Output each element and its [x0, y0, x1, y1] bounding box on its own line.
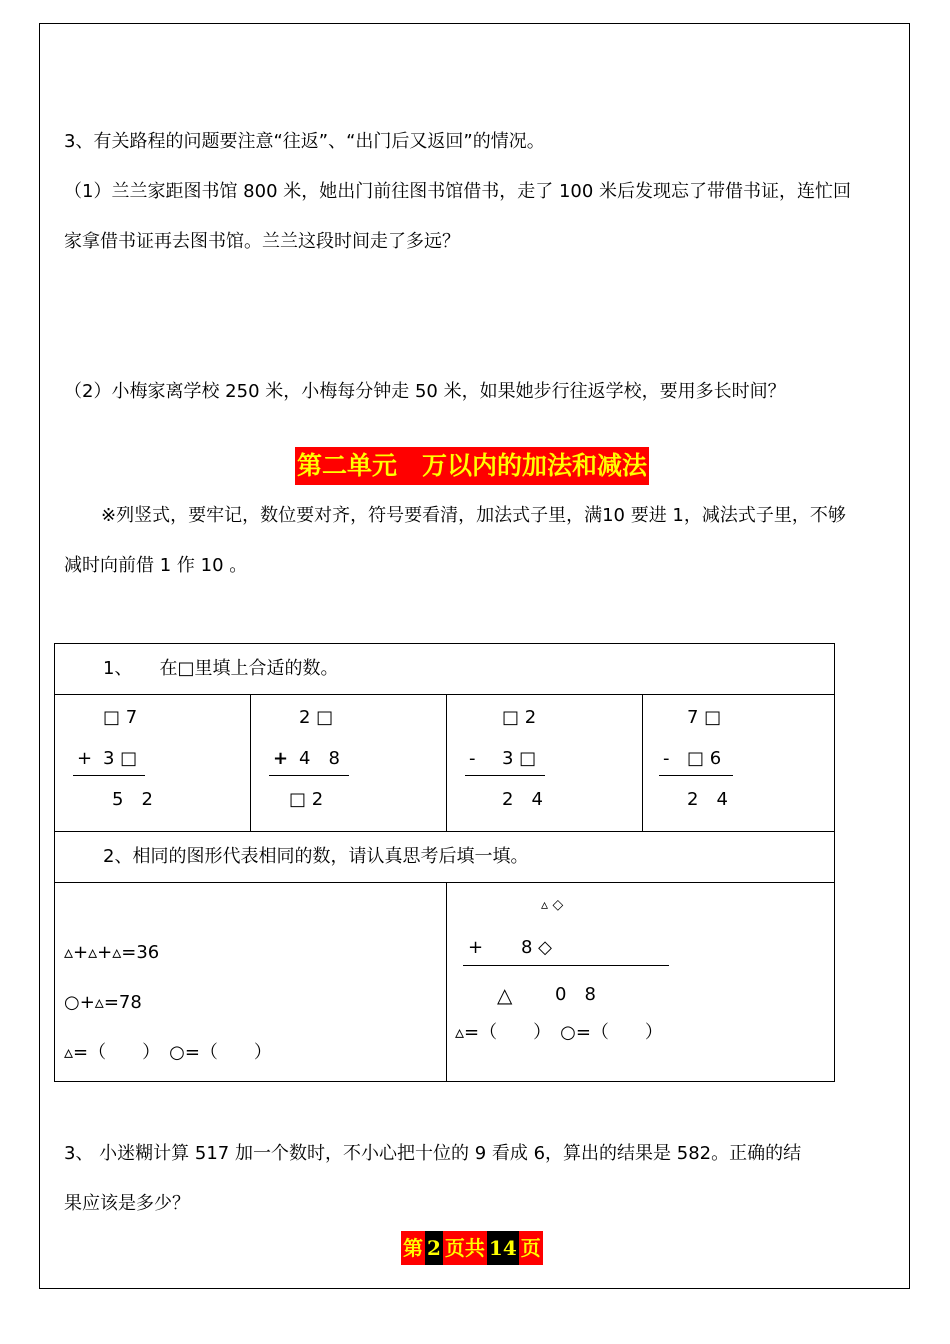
right-answer-blanks: ▵=（ ） ○=（ ） [455, 1022, 663, 1043]
page-footer [401, 1231, 543, 1265]
vertical-rule [463, 965, 669, 966]
tip-line2: 减时向前借 1 作 10 。 [64, 555, 248, 576]
q2-title: 2、相同的图形代表相同的数，请认真思考后填一填。 [103, 846, 529, 867]
problem-a-operator: + [77, 748, 93, 769]
section3-heading: 3、有关路程的问题要注意“往返”、“出门后又返回”的情况。 [64, 131, 545, 152]
q1-title-cell [55, 644, 835, 695]
vertical-operator: + [468, 937, 484, 958]
question-3-line1: 3、 小迷糊计算 517 加一个数时，不小心把十位的 9 看成 6，算出的结果是 582。正确的结 [64, 1143, 802, 1164]
problem-c [447, 695, 643, 832]
triangle-icon: △ [497, 983, 513, 1007]
shape-equations-left [55, 883, 447, 1082]
footer-page-number: 2 [425, 1231, 443, 1265]
equation-triangles: ▵+▵+▵=36 [64, 942, 160, 963]
shape-vertical-right [447, 883, 835, 1082]
equation-circle-triangle: ○+▵=78 [64, 992, 142, 1013]
question-2: （2）小梅家离学校 250 米，小梅每分钟走 50 米，如果她步行往返学校，要用多长时间？ [64, 381, 786, 402]
problem-d [643, 695, 835, 832]
problem-b [251, 695, 447, 832]
problem-b-row1: 2 □ [299, 707, 334, 728]
problem-b-row2: 4 8 [299, 748, 340, 769]
question-1-line1: （1）兰兰家距图书馆 800 米，她出门前往图书馆借书，走了 100 米后发现忘了带借书证，连忙回 [64, 181, 852, 202]
problem-c-rule [465, 775, 545, 776]
problem-c-operator: - [469, 748, 476, 769]
problem-c-row2: 3 □ [502, 748, 537, 769]
footer-ye-gong: 页共 [443, 1231, 487, 1265]
problem-a [55, 695, 251, 832]
vertical-second-row: 8 ◇ [521, 937, 553, 958]
footer-ye: 页 [519, 1231, 543, 1265]
problem-d-rule [659, 775, 733, 776]
q2-title-cell [55, 832, 835, 883]
tip-line1: ※列竖式，要牢记，数位要对齐，符号要看清，加法式子里，满10 要进 1，减法式子里，不够 [101, 505, 846, 526]
problem-d-operator: - [663, 748, 670, 769]
exercise-table [54, 643, 835, 1082]
problem-b-answer: □ 2 [289, 789, 324, 810]
problem-c-answer: 2 4 [502, 789, 543, 810]
footer-di: 第 [401, 1231, 425, 1265]
problem-a-rule [73, 775, 145, 776]
problem-d-row2: □ 6 [687, 748, 722, 769]
problem-d-row1: 7 □ [687, 707, 722, 728]
problem-a-answer: 5 2 [112, 789, 153, 810]
problem-d-answer: 2 4 [687, 789, 728, 810]
problem-a-row2: 3 □ [103, 748, 138, 769]
vertical-result-digits: 0 8 [555, 984, 596, 1005]
problem-c-row1: □ 2 [502, 707, 537, 728]
problem-a-row1: □ 7 [103, 707, 138, 728]
problem-b-operator: + [273, 748, 289, 769]
vertical-top-row: ▵ ◇ [541, 897, 564, 913]
footer-total-pages: 14 [487, 1231, 519, 1265]
problem-b-rule [269, 775, 349, 776]
q1-title: 1、 在□里填上合适的数。 [103, 658, 339, 679]
unit-title: 第二单元 万以内的加法和减法 [295, 447, 649, 485]
left-answer-blanks: ▵=（ ） ○=（ ） [64, 1042, 272, 1063]
question-3-line2: 果应该是多少？ [64, 1193, 190, 1214]
question-1-line2: 家拿借书证再去图书馆。兰兰这段时间走了多远？ [64, 231, 460, 252]
